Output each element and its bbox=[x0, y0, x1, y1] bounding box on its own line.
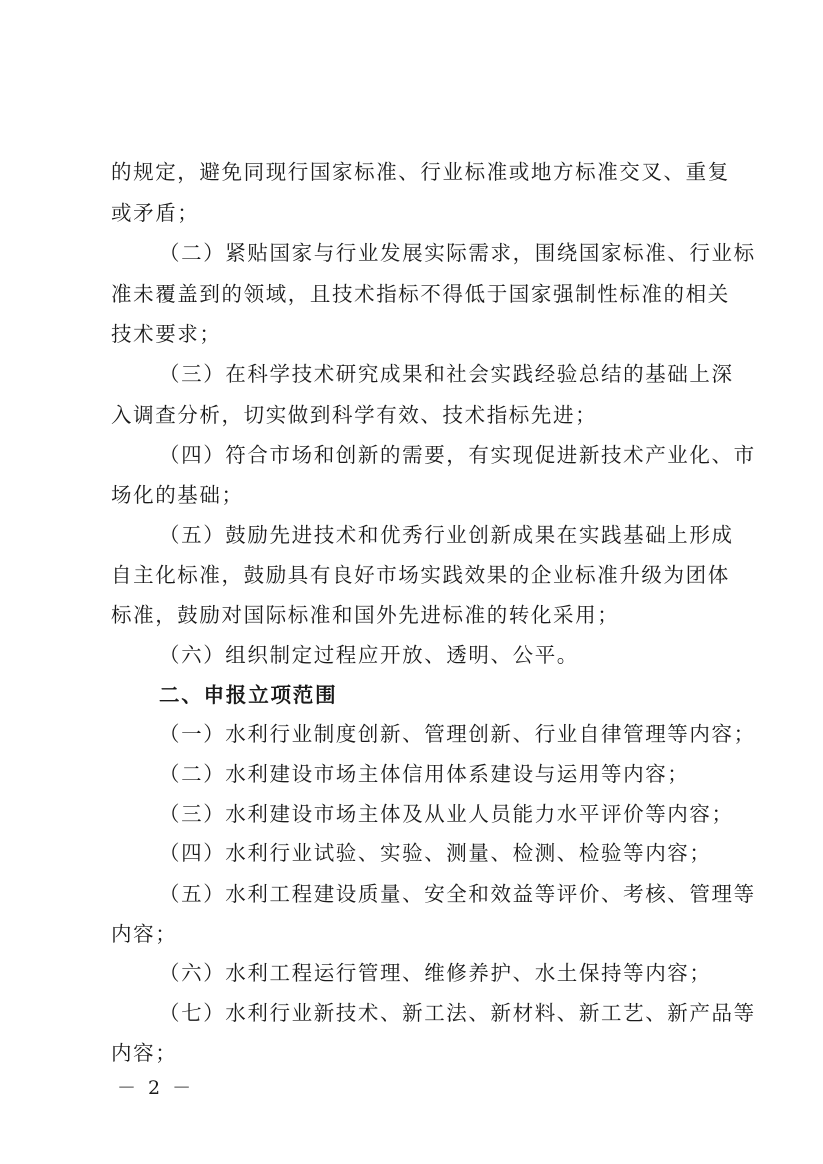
section-heading: 二、申报立项范围 bbox=[159, 683, 338, 707]
text-line: 的规定，避免同现行国家标准、行业标准或地方标准交叉、重复 bbox=[111, 160, 730, 184]
text-line: 内容； bbox=[111, 922, 178, 946]
text-line: （四）水利行业试验、实验、测量、检测、检验等内容； bbox=[159, 841, 712, 865]
text-line: （五）鼓励先进技术和优秀行业创新成果在实践基础上形成 bbox=[159, 523, 734, 547]
text-line: 标准，鼓励对国际标准和国外先进标准的转化采用； bbox=[111, 603, 620, 627]
text-line: （六）组织制定过程应开放、透明、公平。 bbox=[159, 643, 579, 667]
text-line: 准未覆盖到的领域，且技术指标不得低于国家强制性标准的相关 bbox=[111, 282, 730, 306]
text-line: 或矛盾； bbox=[111, 201, 200, 225]
text-line: 自主化标准，鼓励具有良好市场实践效果的企业标准升级为团体 bbox=[111, 563, 730, 587]
text-line: （七）水利行业新技术、新工法、新材料、新工艺、新产品等 bbox=[159, 1001, 756, 1025]
text-line: （三）水利建设市场主体及从业人员能力水平评价等内容； bbox=[159, 802, 734, 826]
text-line: （六）水利工程运行管理、维修养护、水土保持等内容； bbox=[159, 961, 712, 985]
text-line: 技术要求； bbox=[111, 322, 222, 346]
text-line: 场化的基础； bbox=[111, 483, 244, 507]
text-line: （五）水利工程建设质量、安全和效益等评价、考核、管理等 bbox=[159, 882, 756, 906]
text-line: （二）紧贴国家与行业发展实际需求，围绕国家标准、行业标 bbox=[159, 241, 756, 265]
text-line: 入调查分析，切实做到科学有效、技术指标先进； bbox=[111, 403, 598, 427]
page-number: － 2 － bbox=[117, 1077, 195, 1099]
text-line: （一）水利行业制度创新、管理创新、行业自律管理等内容； bbox=[159, 722, 756, 746]
text-line: （三）在科学技术研究成果和社会实践经验总结的基础上深 bbox=[159, 362, 734, 386]
text-line: 内容； bbox=[111, 1041, 178, 1065]
text-line: （二）水利建设市场主体信用体系建设与运用等内容； bbox=[159, 762, 690, 786]
text-line: （四）符合市场和创新的需要，有实现促进新技术产业化、市 bbox=[159, 443, 756, 467]
